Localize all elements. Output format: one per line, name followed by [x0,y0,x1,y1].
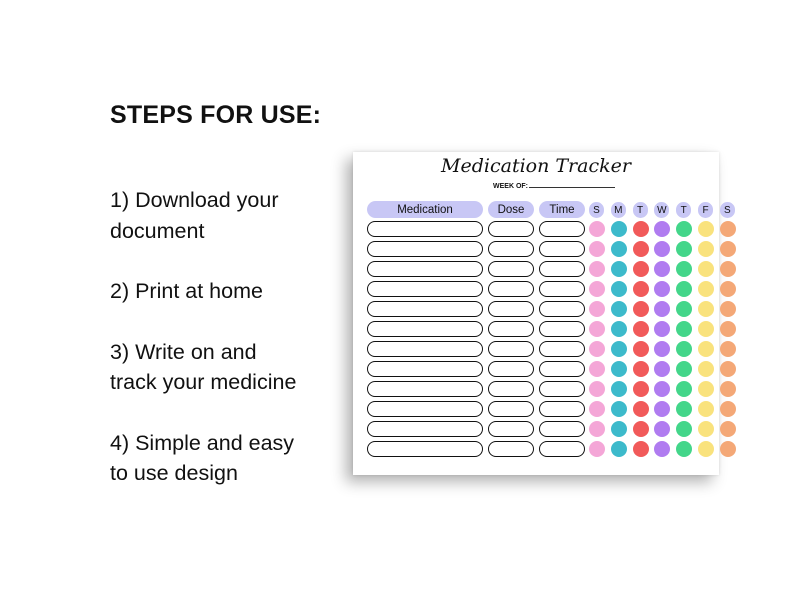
day-check-dot [720,241,736,257]
medication-field [367,261,483,277]
day-check-dot [698,441,714,457]
step-1: 1) Download your document [110,188,279,243]
day-check-dot [633,241,649,257]
day-check-dot [676,241,692,257]
tracker-title: Medication Tracker [441,155,631,177]
day-header-6: S [720,202,735,218]
day-header-4: T [676,202,691,218]
day-check-dot [720,301,736,317]
day-header-1: M [611,202,626,218]
medication-field [367,221,483,237]
day-check-dot [676,321,692,337]
day-check-dot [589,221,605,237]
day-check-dot [676,261,692,277]
day-check-dot [611,341,627,357]
time-field [539,381,585,397]
day-check-dot [633,361,649,377]
day-check-dot [633,301,649,317]
dose-field [488,221,534,237]
medication-field [367,421,483,437]
medication-field [367,441,483,457]
day-check-dot [589,361,605,377]
medication-field [367,381,483,397]
day-check-dot [676,401,692,417]
day-check-dot [654,381,670,397]
time-field [539,261,585,277]
day-check-dot [589,301,605,317]
day-check-dot [654,261,670,277]
day-check-dot [720,341,736,357]
day-check-dot [720,321,736,337]
day-check-dot [698,281,714,297]
dose-column-header: Dose [488,201,534,218]
day-check-dot [698,221,714,237]
day-check-dot [676,301,692,317]
day-check-dot [611,381,627,397]
day-check-dot [611,281,627,297]
day-check-dot [676,341,692,357]
day-check-dot [720,261,736,277]
day-check-dot [676,441,692,457]
day-check-dot [698,421,714,437]
medication-field [367,321,483,337]
day-check-dot [654,341,670,357]
dose-field [488,421,534,437]
dose-field [488,361,534,377]
day-check-dot [654,401,670,417]
dose-field [488,321,534,337]
day-check-dot [654,441,670,457]
day-check-dot [720,281,736,297]
time-field [539,221,585,237]
day-check-dot [589,401,605,417]
day-check-dot [611,321,627,337]
day-check-dot [611,421,627,437]
step-2: 2) Print at home [110,279,263,303]
step-4: 4) Simple and easy to use design [110,430,295,485]
day-check-dot [633,401,649,417]
medication-field [367,361,483,377]
day-check-dot [698,321,714,337]
day-check-dot [611,261,627,277]
day-check-dot [633,381,649,397]
dose-field [488,341,534,357]
time-field [539,341,585,357]
medication-field [367,281,483,297]
day-check-dot [589,381,605,397]
day-check-dot [676,361,692,377]
day-header-0: S [589,202,604,218]
day-check-dot [611,241,627,257]
dose-field [488,261,534,277]
day-check-dot [633,441,649,457]
day-check-dot [720,421,736,437]
day-check-dot [633,261,649,277]
day-check-dot [720,401,736,417]
day-check-dot [676,281,692,297]
time-field [539,241,585,257]
day-check-dot [589,321,605,337]
day-check-dot [633,281,649,297]
day-check-dot [720,221,736,237]
time-field [539,361,585,377]
time-column-header: Time [539,201,585,218]
day-check-dot [589,441,605,457]
day-check-dot [654,421,670,437]
day-check-dot [654,281,670,297]
day-header-5: F [698,202,713,218]
dose-field [488,301,534,317]
dose-field [488,281,534,297]
day-check-dot [720,361,736,377]
day-check-dot [698,381,714,397]
day-check-dot [698,401,714,417]
day-check-dot [698,301,714,317]
medication-column-header: Medication [367,201,483,218]
day-check-dot [633,421,649,437]
medication-tracker-sheet [353,152,731,475]
day-check-dot [654,361,670,377]
day-check-dot [698,361,714,377]
day-check-dot [589,261,605,277]
steps-heading: STEPS FOR USE: [110,101,322,129]
day-check-dot [720,381,736,397]
day-check-dot [698,241,714,257]
day-check-dot [633,321,649,337]
day-check-dot [633,341,649,357]
medication-field [367,301,483,317]
day-check-dot [698,341,714,357]
day-check-dot [676,381,692,397]
day-check-dot [589,341,605,357]
day-check-dot [676,421,692,437]
day-check-dot [611,441,627,457]
medication-field [367,401,483,417]
step-3: 3) Write on and track your medicine [110,339,297,394]
day-header-3: W [654,202,669,218]
steps-list [110,185,340,519]
day-check-dot [720,441,736,457]
week-of-line [529,187,615,188]
time-field [539,421,585,437]
day-check-dot [589,421,605,437]
medication-field [367,341,483,357]
dose-field [488,401,534,417]
time-field [539,301,585,317]
day-check-dot [654,221,670,237]
day-check-dot [611,221,627,237]
day-check-dot [654,301,670,317]
week-of-field [493,183,615,190]
day-check-dot [654,321,670,337]
day-check-dot [654,241,670,257]
medication-field [367,241,483,257]
time-field [539,441,585,457]
day-header-2: T [633,202,648,218]
time-field [539,281,585,297]
day-check-dot [633,221,649,237]
day-check-dot [611,401,627,417]
day-check-dot [698,261,714,277]
time-field [539,401,585,417]
dose-field [488,441,534,457]
day-check-dot [676,221,692,237]
day-check-dot [589,241,605,257]
time-field [539,321,585,337]
day-check-dot [611,301,627,317]
dose-field [488,381,534,397]
dose-field [488,241,534,257]
day-check-dot [611,361,627,377]
day-check-dot [589,281,605,297]
week-of-label: WEEK OF: [493,183,528,190]
